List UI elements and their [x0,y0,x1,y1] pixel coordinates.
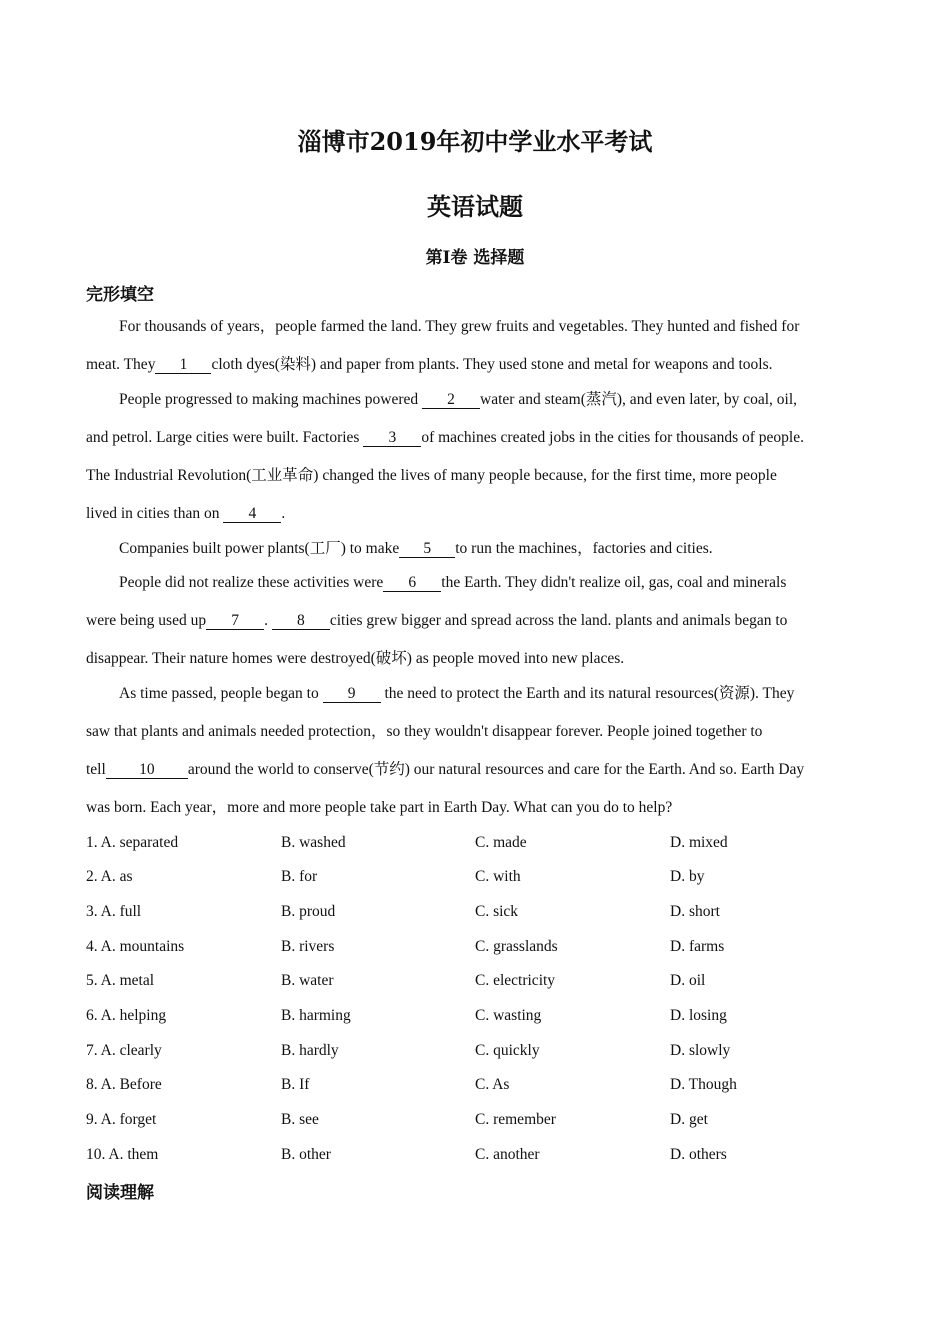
blank-8: 8 [272,613,330,630]
passage-line: were being used up 7 . 8 cities grew bigger and spread across the land. plants and animals began to [86,612,788,629]
exam-title: 淄博市2019年初中学业水平考试 [297,127,653,156]
option-b: B. rivers [281,938,335,955]
part-heading: 第Ⅰ卷 选择题 [425,248,525,268]
blank-3: 3 [363,430,421,447]
option-a: 9. A. forget [86,1111,157,1128]
option-a: 10. A. them [86,1146,159,1163]
option-a: 3. A. full [86,903,142,920]
passage-line: Companies built power plants(工厂) to make 5 to run the machines，factories and cities. [119,540,713,557]
option-a: 6. A. helping [86,1007,167,1024]
section-heading-cloze: 完形填空 [86,285,154,305]
blank-7: 7 [206,613,264,630]
passage-line: tell 10 around the world to conserve(节约) our natural resources and care for the Earth. And so. Earth Day [86,761,805,778]
option-c: C. grasslands [475,938,558,955]
option-b: B. hardly [281,1042,339,1059]
passage-line: People progressed to making machines powered 2 water and steam(蒸汽), and even later, by coal, oil, [119,391,798,408]
option-c: C. quickly [475,1042,540,1059]
passage-line: People did not realize these activities were 6 the Earth. They didn't realize oil, gas, coal and minerals [119,574,787,591]
option-c: C. electricity [475,972,556,989]
option-d: D. losing [670,1007,727,1024]
option-c: C. made [475,834,527,851]
option-b: B. harming [281,1007,351,1024]
option-a: 4. A. mountains [86,938,185,955]
option-b: B. washed [281,834,346,851]
blank-4: 4 [223,506,281,523]
option-d: D. mixed [670,834,728,851]
option-c: C. remember [475,1111,556,1128]
passage-line: disappear. Their nature homes were destroyed(破坏) as people moved into new places. [86,650,625,667]
option-c: C. another [475,1146,540,1163]
blank-5: 5 [399,541,455,558]
option-d: D. oil [670,972,706,989]
passage-line: lived in cities than on 4 . [86,505,286,522]
option-b: B. water [281,972,334,989]
option-b: B. If [281,1076,310,1093]
exam-subtitle: 英语试题 [427,192,523,221]
option-d: D. by [670,868,705,885]
option-d: D. Though [670,1076,737,1093]
blank-9: 9 [323,686,381,703]
blank-2: 2 [422,392,480,409]
option-c: C. sick [475,903,519,920]
option-a: 1. A. separated [86,834,179,851]
passage-line: For thousands of years，people farmed the land. They grew fruits and vegetables. They hunted and fished for [119,318,800,335]
option-d: D. farms [670,938,725,955]
option-c: C. wasting [475,1007,542,1024]
option-b: B. proud [281,903,336,920]
option-d: D. short [670,903,720,920]
option-d: D. get [670,1111,708,1128]
option-b: B. for [281,868,318,885]
option-c: C. with [475,868,521,885]
option-a: 7. A. clearly [86,1042,162,1059]
blank-10: 10 [106,762,188,779]
option-a: 2. A. as [86,868,133,885]
blank-1: 1 [155,357,211,374]
option-a: 8. A. Before [86,1076,162,1093]
passage-line: The Industrial Revolution(工业革命) changed the lives of many people because, for the first time, more people [86,467,777,484]
option-d: D. others [670,1146,727,1163]
option-b: B. see [281,1111,319,1128]
option-d: D. slowly [670,1042,731,1059]
passage-line: meat. They 1 cloth dyes(染料) and paper from plants. They used stone and metal for weapons and tools. [86,356,773,373]
passage-line: saw that plants and animals needed protection，so they wouldn't disappear forever. People joined together to [86,723,763,740]
section-heading-reading: 阅读理解 [86,1183,154,1203]
option-c: C. As [475,1076,510,1093]
blank-6: 6 [383,575,441,592]
option-a: 5. A. metal [86,972,155,989]
passage-line: was born. Each year，more and more people take part in Earth Day. What can you do to help? [86,799,673,816]
passage-line: As time passed, people began to 9 the need to protect the Earth and its natural resources(资源). They [119,685,795,702]
option-b: B. other [281,1146,331,1163]
passage-line: and petrol. Large cities were built. Factories 3 of machines created jobs in the cities for thousands of people. [86,429,804,446]
